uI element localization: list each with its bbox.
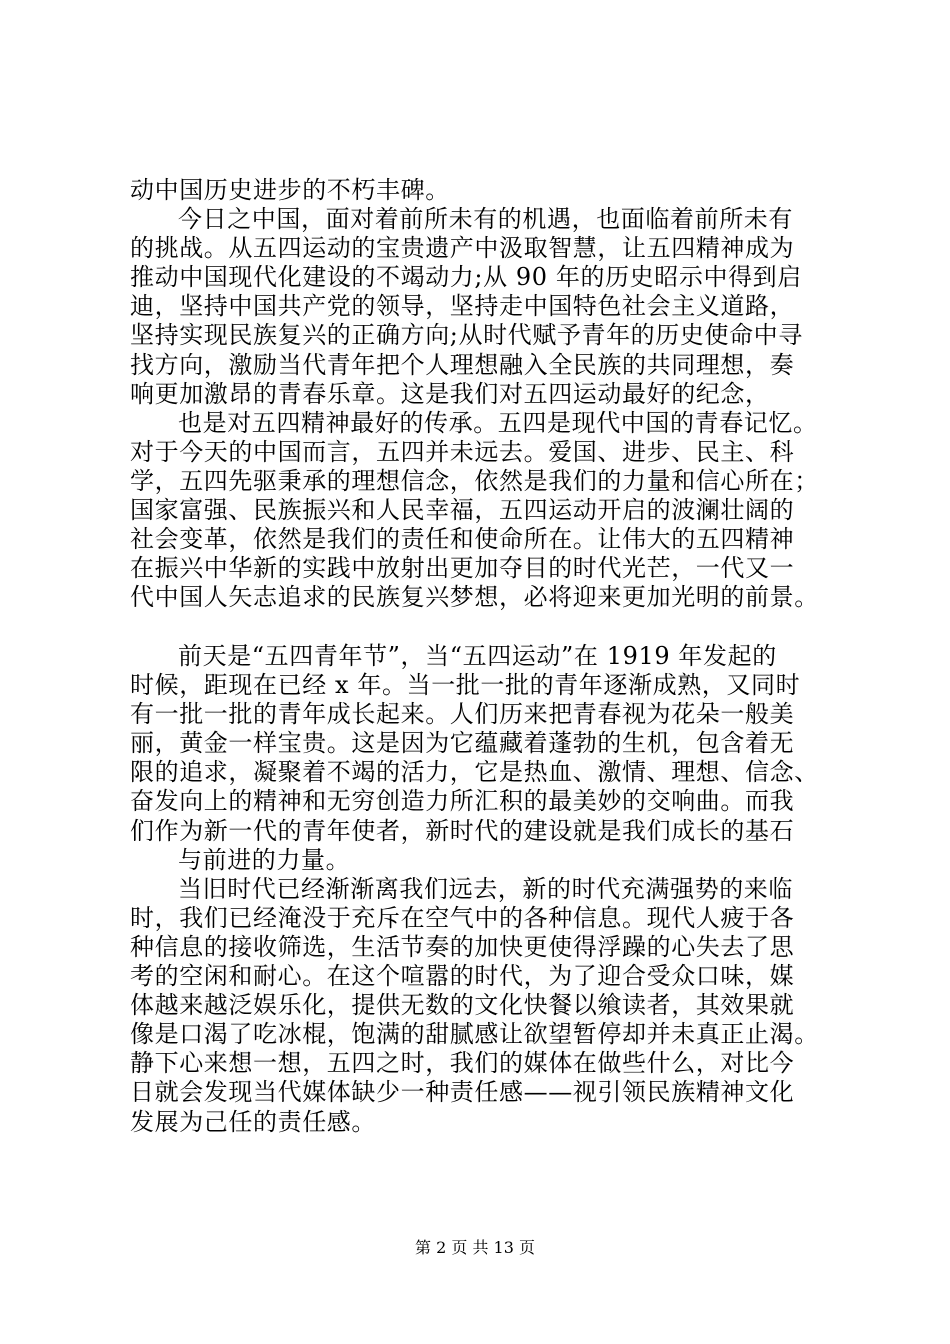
text-line: 当旧时代已经渐渐离我们远去，新的时代充满强势的来临 [178, 874, 793, 903]
text-line: 社会变革，依然是我们的责任和使命所在。让伟大的五四精神 [130, 525, 795, 554]
text-line: 丽，黄金一样宝贵。这是因为它蕴藏着蓬勃的生机，包含着无 [130, 729, 795, 758]
text-line: 前天是“五四青年节”，当“五四运动”在 1919 年发起的 [178, 642, 777, 670]
text-line: 有一批一批的青年成长起来。人们历来把青春视为花朵一般美 [130, 700, 795, 729]
page-number-footer: 第 2 页 共 13 页 [415, 1238, 535, 1257]
text-line: 推动中国现代化建设的不竭动力;从 90 年的历史昭示中得到启 [130, 263, 802, 292]
text-line: 限的追求，凝聚着不竭的活力，它是热血、激情、理想、信念、 [130, 758, 819, 787]
text-line: 日就会发现当代媒体缺少一种责任感——视引领民族精神文化 [130, 1078, 795, 1107]
text-line: 像是口渴了吃冰棍，饱满的甜腻感让欲望暂停却并未真正止渴。 [130, 1020, 819, 1049]
text-line: 静下心来想一想，五四之时，我们的媒体在做些什么，对比今 [130, 1049, 795, 1078]
text-line: 国家富强、民族振兴和人民幸福，五四运动开启的波澜壮阔的 [130, 496, 795, 525]
text-line: 考的空闲和耐心。在这个喧嚣的时代，为了迎合受众口味，媒 [130, 962, 795, 991]
text-line: 在振兴中华新的实践中放射出更加夺目的时代光芒，一代又一 [130, 554, 795, 583]
text-line: 体越来越泛娱乐化，提供无数的文化快餐以飨读者，其效果就 [130, 991, 795, 1020]
text-line: 找方向，激励当代青年把个人理想融入全民族的共同理想，奏 [130, 350, 795, 379]
text-line: 奋发向上的精神和无穷创造力所汇积的最美妙的交响曲。而我 [130, 787, 795, 816]
text-line: 学，五四先驱秉承的理想信念，依然是我们的力量和信心所在； [130, 466, 819, 495]
text-line: 发展为己任的责任感。 [130, 1107, 376, 1136]
text-line: 对于今天的中国而言，五四并未远去。爱国、进步、民主、科 [130, 437, 795, 466]
text-line: 的挑战。从五四运动的宝贵遗产中汲取智慧，让五四精神成为 [130, 234, 795, 263]
text-line: 迪，坚持中国共产党的领导，坚持走中国特色社会主义道路， [130, 292, 795, 321]
text-line: 们作为新一代的青年使者，新时代的建设就是我们成长的基石 [130, 816, 795, 845]
text-line: 时，我们已经淹没于充斥在空气中的各种信息。现代人疲于各 [130, 903, 795, 932]
text-line: 时候，距现在已经 x 年。当一批一批的青年逐渐成熟，又同时 [130, 671, 801, 700]
text-line: 也是对五四精神最好的传承。五四是现代中国的青春记忆。 [178, 408, 818, 437]
document-body [130, 176, 850, 1137]
text-line: 坚持实现民族复兴的正确方向;从时代赋予青年的历史使命中寻 [130, 321, 803, 350]
text-line: 今日之中国，面对着前所未有的机遇，也面临着前所未有 [178, 205, 793, 234]
text-line: 动中国历史进步的不朽丰碑。 [130, 176, 450, 204]
text-line: 代中国人矢志追求的民族复兴梦想，必将迎来更加光明的前景。 [130, 583, 819, 612]
text-line: 种信息的接收筛选，生活节奏的加快更使得浮躁的心失去了思 [130, 932, 795, 961]
text-line: 响更加激昂的青春乐章。这是我们对五四运动最好的纪念， [130, 379, 770, 408]
text-line: 与前进的力量。 [178, 845, 351, 874]
